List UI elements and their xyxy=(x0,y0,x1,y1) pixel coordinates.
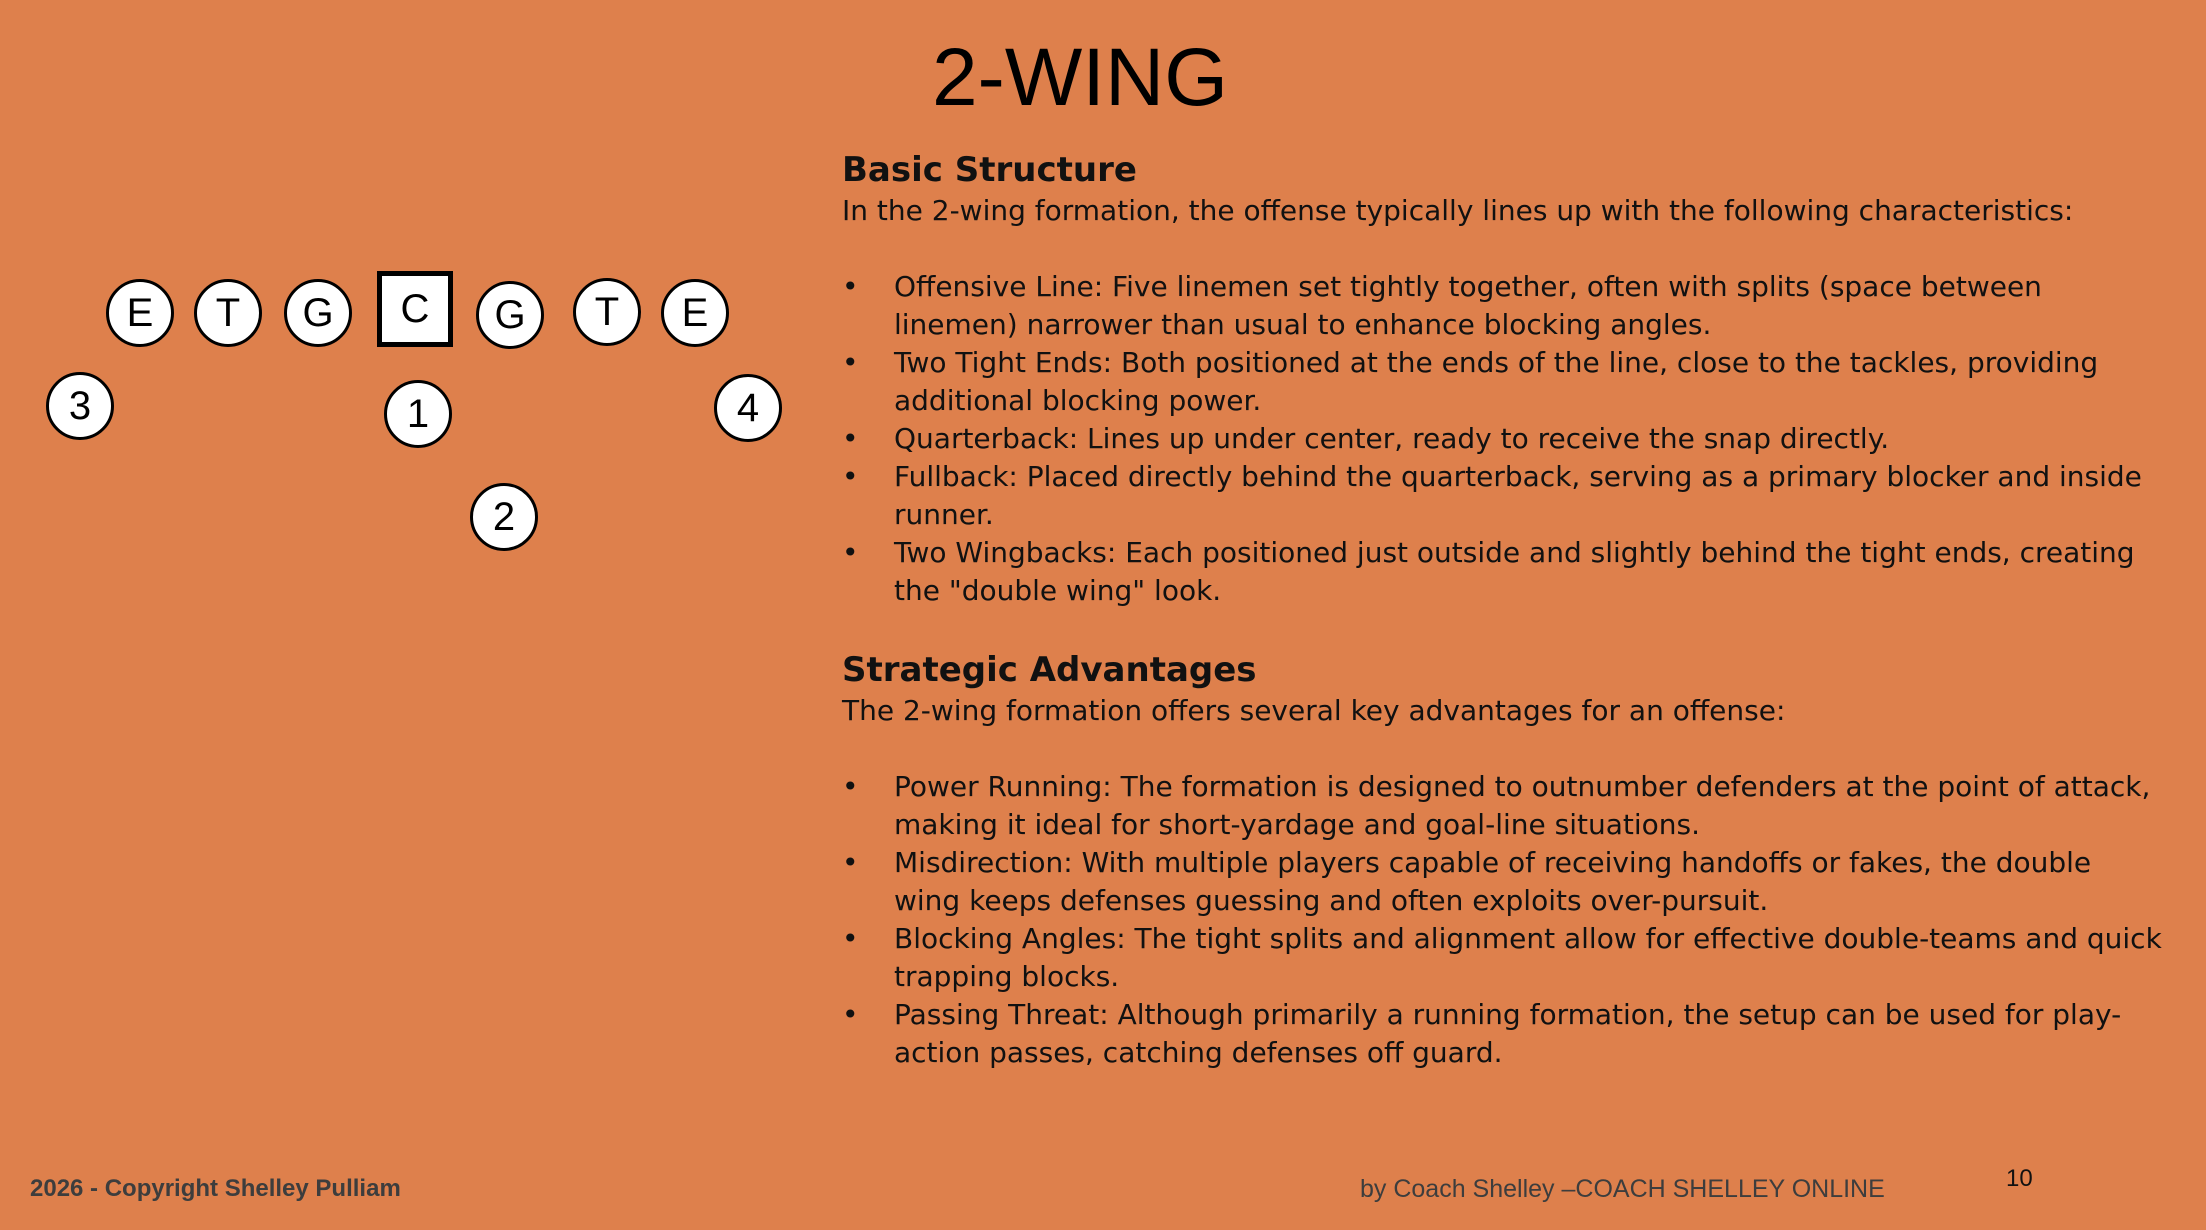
slide-title: 2-WING xyxy=(931,32,1229,123)
bullet-dot: • xyxy=(842,422,859,455)
list-item-text: Fullback: Placed directly behind the quarterback, serving as a primary blocker and inside runner. xyxy=(894,460,2142,531)
list-item-text: Two Wingbacks: Each positioned just outside and slightly behind the tight ends, creating the "double wing" look. xyxy=(894,536,2135,607)
bullet-dot: • xyxy=(842,270,859,303)
player-center: C xyxy=(377,271,453,347)
list-item-text: Misdirection: With multiple players capable of receiving handoffs or fakes, the double wing keeps defenses guessing and often exploits over-pursuit. xyxy=(894,846,2092,917)
basic-structure-heading: Basic Structure xyxy=(842,150,1137,190)
section-gap xyxy=(842,610,2162,648)
list-item xyxy=(842,920,2162,996)
strategic-advantages-heading: Strategic Advantages xyxy=(842,650,1257,690)
bullet-dot: • xyxy=(842,460,859,493)
bullet-dot: • xyxy=(842,770,859,803)
byline-footer: by Coach Shelley –COACH SHELLEY ONLINE xyxy=(1360,1175,1885,1203)
list-item xyxy=(842,534,2162,610)
player-left-tackle: T xyxy=(194,279,262,347)
bullet-dot: • xyxy=(842,536,859,569)
player-right-end: E xyxy=(661,279,729,347)
basic-structure-list xyxy=(842,268,2162,610)
bullet-dot: • xyxy=(842,346,859,379)
player-left-end: E xyxy=(106,279,174,347)
list-item xyxy=(842,768,2162,844)
bullet-dot: • xyxy=(842,922,859,955)
list-item-text: Blocking Angles: The tight splits and alignment allow for effective double-teams and quick trapping blocks. xyxy=(894,922,2162,993)
formation-diagram xyxy=(0,0,800,600)
list-item xyxy=(842,268,2162,344)
copyright-footer: 2026 - Copyright Shelley Pulliam xyxy=(30,1175,401,1202)
list-item xyxy=(842,420,2162,458)
list-item xyxy=(842,344,2162,420)
basic-structure-intro: In the 2-wing formation, the offense typically lines up with the following characteristics: xyxy=(842,194,2074,227)
player-fullback: 2 xyxy=(470,483,538,551)
list-item-text: Quarterback: Lines up under center, ready to receive the snap directly. xyxy=(894,422,1890,455)
strategic-advantages-list xyxy=(842,768,2162,1072)
strategic-advantages-intro: The 2-wing formation offers several key advantages for an offense: xyxy=(842,694,1786,727)
page-number: 10 xyxy=(2006,1165,2033,1192)
player-quarterback: 1 xyxy=(384,380,452,448)
bullet-dot: • xyxy=(842,846,859,879)
player-left-wingback: 3 xyxy=(46,372,114,440)
list-item xyxy=(842,458,2162,534)
list-item-text: Power Running: The formation is designed to outnumber defenders at the point of attack, making it ideal for short-yardage and goal-line situations. xyxy=(894,770,2151,841)
list-item-text: Two Tight Ends: Both positioned at the ends of the line, close to the tackles, providing additional blocking power. xyxy=(894,346,2099,417)
player-right-wingback: 4 xyxy=(714,374,782,442)
list-item-text: Passing Threat: Although primarily a running formation, the setup can be used for play-action passes, catching defenses off guard. xyxy=(894,998,2122,1069)
slide-content xyxy=(842,148,2162,1072)
player-right-tackle: T xyxy=(573,278,641,346)
bullet-dot: • xyxy=(842,998,859,1031)
list-item xyxy=(842,996,2162,1072)
list-item xyxy=(842,844,2162,920)
list-item-text: Offensive Line: Five linemen set tightly together, often with splits (space between linemen) narrower than usual to enhance blocking angles. xyxy=(894,270,2042,341)
player-right-guard: G xyxy=(476,281,544,349)
player-left-guard: G xyxy=(284,279,352,347)
